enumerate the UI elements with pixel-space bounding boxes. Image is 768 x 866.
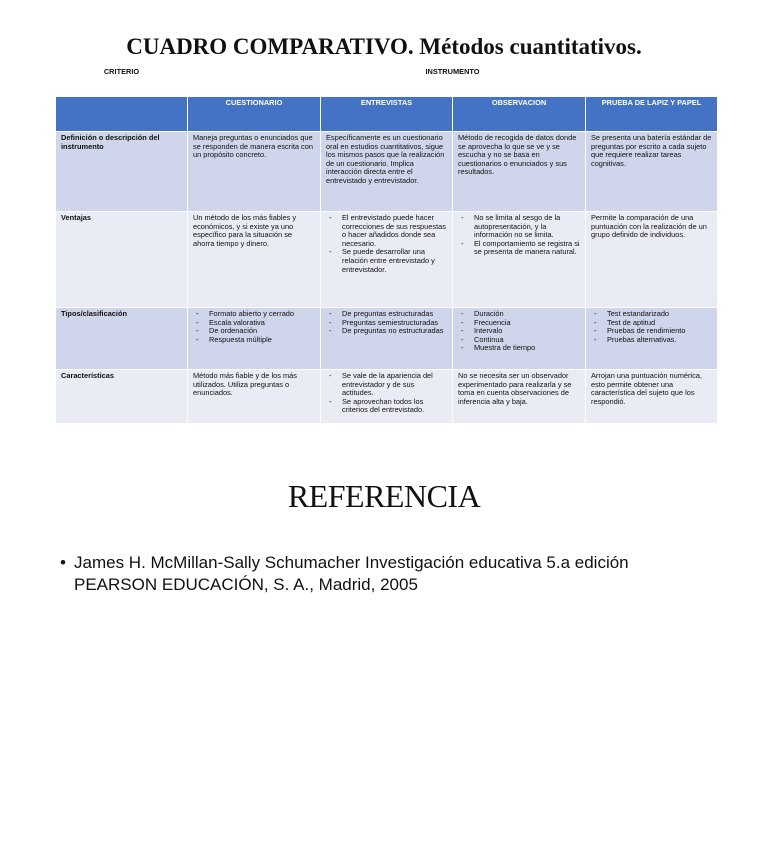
table-row-caracteristicas: [56, 370, 718, 424]
cell-ventajas-observacion: [453, 212, 586, 308]
cell-tipos-entrevistas: [321, 308, 453, 370]
page-title: CUADRO COMPARATIVO. Métodos cuantitativos.: [126, 34, 642, 59]
row-label-tipos: Tipos/clasificación: [56, 308, 188, 370]
table-row-ventajas: [56, 212, 718, 308]
column-header-row: [56, 97, 718, 132]
cell-caracteristicas-prueba: Arrojan una puntuación numérica, esto permite obtener una característica del sujeto que los respondió.: [586, 370, 718, 424]
cell-ventajas-prueba: Permite la comparación de una puntuación con la realización de un grupo definido de individuos.: [586, 212, 718, 308]
list-item: - Formato abierto y cerrado: [193, 310, 315, 319]
instrumento-header: INSTRUMENTO: [188, 66, 718, 97]
list-item: - De preguntas no estructuradas: [326, 327, 447, 336]
cell-caracteristicas-cuestionario: Método más fiable y de los más utilizados. Utiliza preguntas o enunciados.: [188, 370, 321, 424]
comparison-table: [55, 65, 718, 424]
reference-item: [60, 552, 700, 596]
list-item: - Frecuencia: [458, 319, 580, 328]
cell-caracteristicas-entrevistas: [321, 370, 453, 424]
bullet-icon: •: [60, 553, 66, 572]
col-header-entrevistas: ENTREVISTAS: [321, 97, 453, 132]
table-row-definicion: [56, 132, 718, 212]
list-item: - Continua: [458, 336, 580, 345]
reference-title: REFERENCIA: [287, 478, 481, 514]
list-item: - Pruebas alternativas.: [591, 336, 712, 345]
col-header-prueba: PRUEBA DE LAPIZ Y PAPEL: [586, 97, 718, 132]
cell-definicion-prueba: Se presenta una batería estándar de preguntas por escrito a cada sujeto que requiere realizar tareas cognitivas.: [586, 132, 718, 212]
row-label-ventajas: Ventajas: [56, 212, 188, 308]
list-item: - Respuesta múltiple: [193, 336, 315, 345]
list-item: - Se puede desarrollar una relación entre entrevistado y entrevistador.: [326, 248, 447, 274]
cell-definicion-observacion: Método de recogida de datos donde se aprovecha lo que se ve y se escucha y no se basa en cuestionarios o enunciados y sus resultados.: [453, 132, 586, 212]
cell-tipos-cuestionario: [188, 308, 321, 370]
list-item: - Preguntas semiestructuradas: [326, 319, 447, 328]
table-row-tipos: [56, 308, 718, 370]
list-item: - Intervalo: [458, 327, 580, 336]
list-item: - Muestra de tiempo: [458, 344, 580, 353]
cell-caracteristicas-observacion: No se necesita ser un observador experimentado para realizarla y se toma en cuenta observaciones de inferencia alta y baja.: [453, 370, 586, 424]
cell-tipos-observacion: [453, 308, 586, 370]
list-item: - Duración: [458, 310, 580, 319]
list-item: - Test estandarizado: [591, 310, 712, 319]
list-item: - Se vale de la apariencia del entrevistador y de sus actitudes.: [326, 372, 447, 398]
list-item: - No se limita al sesgo de la autopresentación, y la información no se limita.: [458, 214, 580, 240]
cell-definicion-entrevistas: Específicamente es un cuestionario oral en estudios cuantitativos, sigue los mismos pasos que la realización de un cuestionario. Implica interacción directa entre el entrevistado y entrevistador.: [321, 132, 453, 212]
list-item: - El entrevistado puede hacer correcciones de sus respuestas o hacer añadidos donde sea necesario.: [326, 214, 447, 248]
table-header-row: [56, 66, 718, 97]
criterio-header: CRITERIO: [56, 66, 188, 97]
cell-ventajas-entrevistas: [321, 212, 453, 308]
list-item: - De preguntas estructuradas: [326, 310, 447, 319]
list-item: - Escala valorativa: [193, 319, 315, 328]
reference-text: James H. McMillan-Sally Schumacher Investigación educativa 5.a edición PEARSON EDUCACIÓN, S. A., Madrid, 2005: [74, 553, 629, 594]
list-item: - El comportamiento se registra si se presenta de manera natural.: [458, 240, 580, 257]
row-label-caracteristicas: Características: [56, 370, 188, 424]
row-label-definicion: Definición o descripción del instrumento: [56, 132, 188, 212]
list-item: - Test de aptitud: [591, 319, 712, 328]
cell-tipos-prueba: [586, 308, 718, 370]
cell-ventajas-cuestionario: Un método de los más fiables y económicos, y si existe ya uno específico para la situación se ahorra tiempo y dinero.: [188, 212, 321, 308]
criterio-blank-header: [56, 97, 188, 132]
list-item: - De ordenación: [193, 327, 315, 336]
col-header-cuestionario: CUESTIONARIO: [188, 97, 321, 132]
list-item: - Se aprovechan todos los criterios del entrevistado.: [326, 398, 447, 415]
list-item: - Pruebas de rendimiento: [591, 327, 712, 336]
cell-definicion-cuestionario: Maneja preguntas o enunciados que se responden de manera escrita con un propósito concreto.: [188, 132, 321, 212]
col-header-observacion: OBSERVACION: [453, 97, 586, 132]
